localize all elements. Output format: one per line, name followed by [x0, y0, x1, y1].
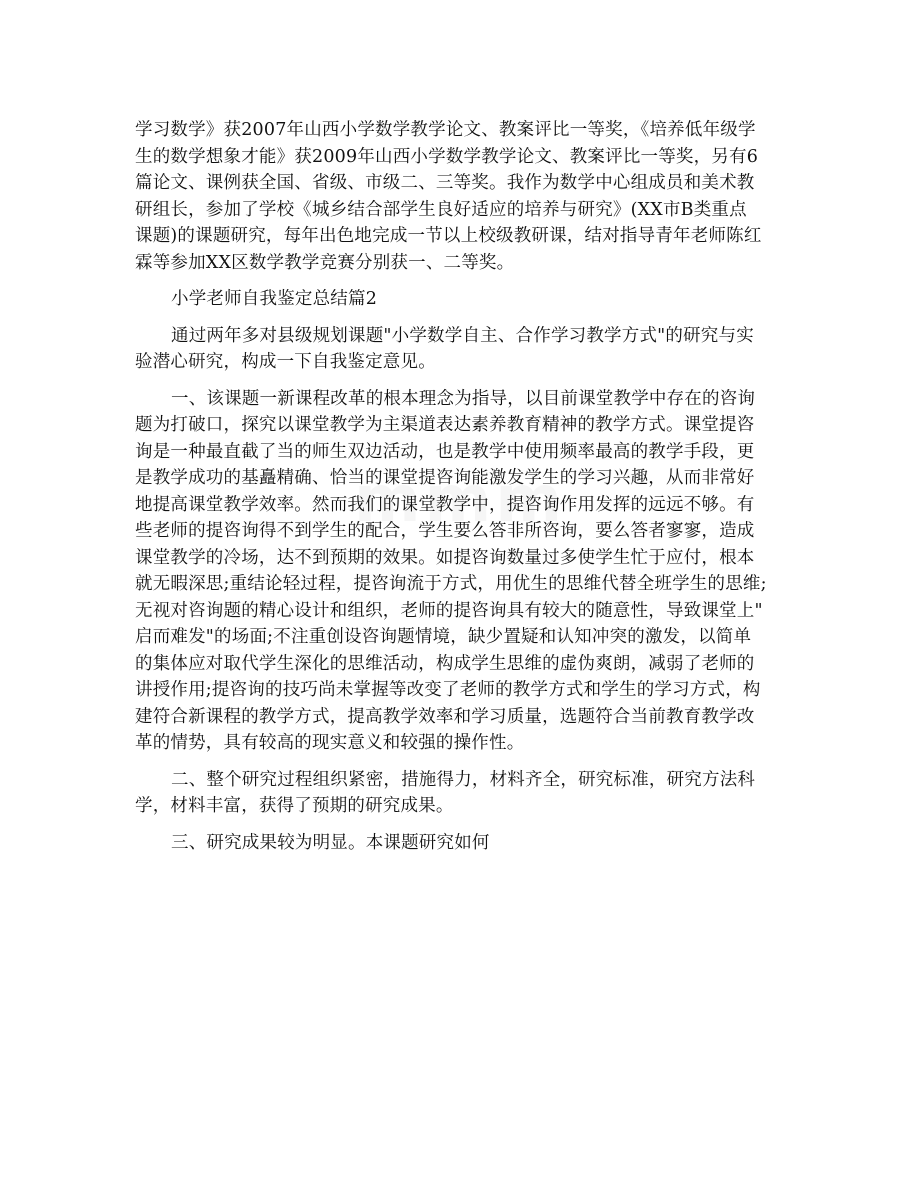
paragraph-1	[135, 117, 775, 276]
text-line: 学，材料丰富，获得了预期的研究成果。	[135, 796, 454, 816]
text-line: 是教学成功的基矗精确、恰当的课堂提咨询能激发学生的学习兴趣，从而非常好	[135, 468, 755, 488]
text-line: 二、整个研究过程组织紧密，措施得力，材料齐全，研究标准，研究方法科	[171, 769, 756, 790]
text-line: 通过两年多对县级规划课题"小学数学自主、合作学习教学方式"的研究与实	[171, 325, 754, 346]
paragraph-point-3	[135, 830, 775, 857]
text-line: 革的情势，具有较高的现实意义和较强的操作性。	[135, 733, 525, 753]
text-line: 一、该课题一新课程改革的根本理念为指导，以目前课堂教学中存在的咨询	[171, 388, 756, 409]
paragraph-point-2	[135, 767, 775, 820]
heading-line: 小学老师自我鉴定总结篇2	[171, 289, 378, 309]
text-line: 生的数学想象才能》获2009年山西小学数学教学论文、教案评比一等奖，另有6	[135, 146, 759, 167]
text-line: 的集体应对取代学生深化的思维活动，构成学生思维的虚伪爽朗，减弱了老师的	[135, 653, 755, 674]
text-line: 学习数学》获2007年山西小学数学教学论文、教案评比一等奖，《培养低年级学	[135, 120, 756, 140]
text-line: 题为打破口，探究以课堂教学为主渠道表达素养教育精神的教学方式。课堂提咨	[135, 415, 755, 435]
text-line: 无视对咨询题的精心设计和组织，老师的提咨询具有较大的随意性，导致课堂上"	[135, 600, 763, 621]
section-heading	[135, 286, 775, 313]
text-line: 霖等参加XX区数学教学竞赛分别获一、二等奖。	[135, 252, 515, 273]
text-line: 询是一种最直截了当的师生双边活动，也是教学中使用频率最高的教学手段，更	[135, 441, 755, 462]
text-line: 课堂教学的冷场，达不到预期的效果。如提咨询数量过多使学生忙于应付，根本	[135, 547, 755, 568]
text-line: 三、研究成果较为明显。本课题研究如何	[171, 832, 490, 853]
text-line: 就无暇深思;重结论轻过程，提咨询流于方式，用优生的思维代替全班学生的思维;	[135, 574, 767, 594]
text-line: 建符合新课程的教学方式，提高教学效率和学习质量，选题符合当前教育教学改	[135, 706, 755, 727]
text-line: 研组长，参加了学校《城乡结合部学生良好适应的培养与研究》(XX市B类重点	[135, 199, 747, 220]
paragraph-intro	[135, 323, 775, 376]
paragraph-point-1	[135, 386, 775, 757]
text-line: 些老师的提咨询得不到学生的配合，学生要么答非所咨询，要么答者寥寥，造成	[135, 521, 755, 541]
text-line: 讲授作用;提咨询的技巧尚未掌握等改变了老师的教学方式和学生的学习方式，构	[135, 680, 761, 700]
text-line: 地提高课堂教学效率。然而我们的课堂教学中，提咨询作用发挥的远远不够。有	[135, 494, 755, 515]
text-line: 启而难发"的场面;不注重创设咨询题情境，缺少置疑和认知冲突的激发，以简单	[135, 627, 752, 647]
text-line: 验潜心研究，构成一下自我鉴定意见。	[135, 352, 436, 372]
text-line: 课题)的课题研究，每年出色地完成一节以上校级教研课，结对指导青年老师陈红	[135, 226, 762, 246]
document-body	[135, 117, 775, 856]
text-line: 篇论文、课例获全国、省级、市级二、三等奖。我作为数学中心组成员和美术教	[135, 173, 755, 193]
